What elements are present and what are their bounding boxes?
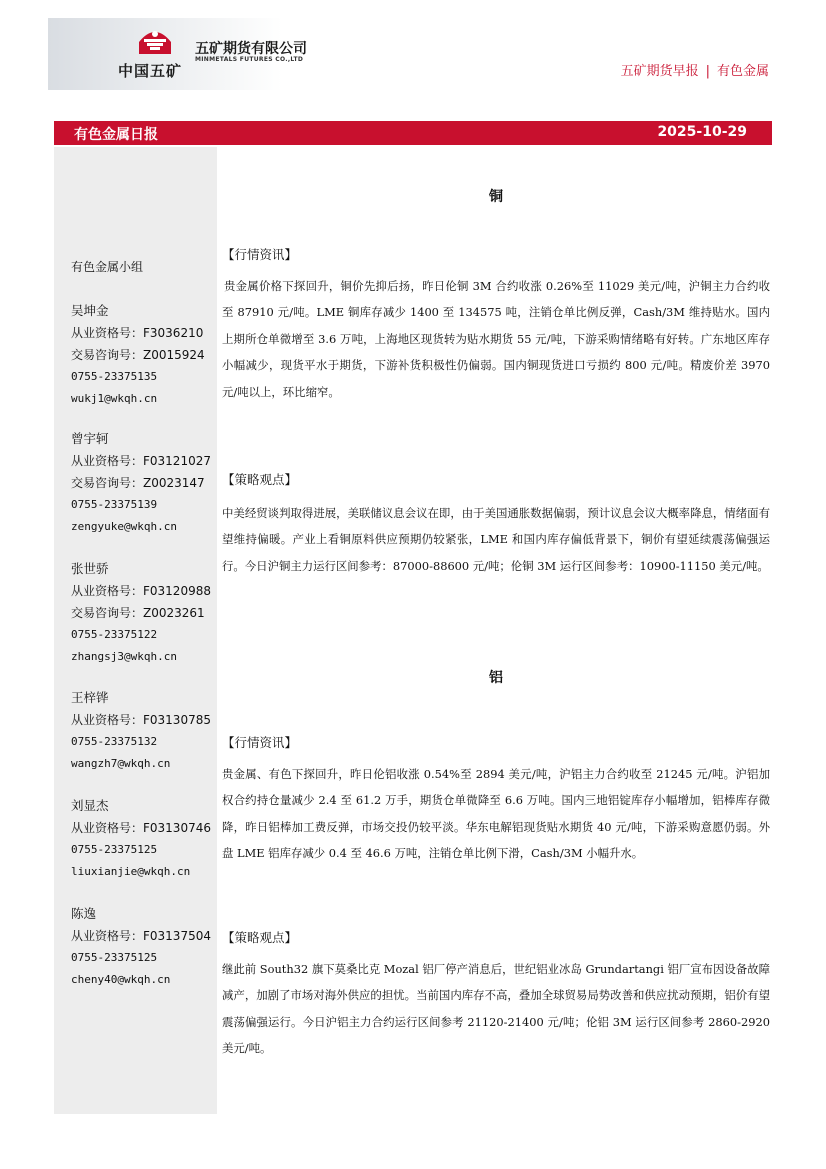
analyst-phone: 0755-23375125: [71, 951, 158, 964]
copper-view-text: 中美经贸谈判取得进展，美联储议息会议在即，由于美国通胀数据偏弱，预计议息会议大概率降息，情绪面有望维持偏暖。产业上看铜原料供应预期仍较紧张，LME 和国内库存偏低背景下，铜价有望延续震荡偏强运行。今日沪铜主力运行区间参考：87000-88600 元/吨；伦铜 3M 运行区间参考：10900-11150 美元/吨。: [222, 506, 770, 573]
analyst-license: 从业资格号：F03137504: [71, 929, 211, 943]
header-separator: |: [705, 64, 710, 79]
analyst-license: 从业资格号：F03121027: [71, 454, 211, 468]
report-series: 五矿期货早报: [620, 64, 699, 79]
analyst-consult-id: 交易咨询号：Z0023261: [71, 606, 205, 620]
section-title-aluminum: 铝: [489, 670, 503, 686]
analyst-email: liuxianjie@wkqh.cn: [71, 865, 191, 878]
analyst-name: 曾宇轲: [71, 431, 109, 446]
analyst-card: [71, 795, 211, 883]
analyst-email: cheny40@wkqh.cn: [71, 973, 171, 986]
analyst-email: wukj1@wkqh.cn: [71, 392, 158, 405]
copper-news-text: 贵金属价格下探回升，铜价先抑后扬，昨日伦铜 3M 合约收涨 0.26%至 11029 美元/吨，沪铜主力合约收至 87910 元/吨。LME 铜库存减少 1400 至 134575 吨，注销仓单比例反弹，Cash/3M 维持贴水。国内上期所仓单微增至 3.6 万吨，上海地区现货转为贴水期货 55 元/吨，下游采购情绪略有好转。广东地区库存小幅减少，现货平水于期货，下游补货积极性仍偏弱。国内铜现货进口亏损约 800 元/吨。精废价差 3970 元/吨以上，环比缩窄。: [222, 279, 770, 399]
report-category: 有色金属: [716, 64, 769, 79]
analyst-license: 从业资格号：F03130746: [71, 821, 211, 835]
analyst-email: wangzh7@wkqh.cn: [71, 757, 171, 770]
analyst-name: 张世骄: [71, 561, 109, 576]
analyst-phone: 0755-23375125: [71, 843, 158, 856]
analyst-email: zhangsj3@wkqh.cn: [71, 650, 177, 663]
aluminum-news-text: 贵金属、有色下探回升，昨日伦铝收涨 0.54%至 2894 美元/吨，沪铝主力合约收至 21245 元/吨。沪铝加权合约持仓量减少 2.4 至 61.2 万手，期货仓单微降至 6.6 万吨。国内三地铝锭库存小幅增加，铝棒库存微降，昨日铝棒加工费反弹，市场交投仍较平淡。华东电解铝现货贴水期货 40 元/吨，下游采购意愿仍弱。外盘 LME 铝库存减少 0.4 至 46.6 万吨，注销仓单比例下滑，Cash/3M 小幅升水。: [222, 767, 770, 861]
analyst-name: 刘显杰: [71, 798, 109, 813]
copper-view-heading: 【策略观点】: [222, 472, 298, 487]
company-name-en: MINMETALS FUTURES CO.,LTD: [195, 56, 304, 63]
report-category-header: [621, 60, 769, 79]
report-date: 2025-10-29: [657, 124, 747, 140]
analyst-card: [71, 903, 211, 991]
analyst-consult-id: 交易咨询号：Z0015924: [71, 348, 205, 362]
analyst-phone: 0755-23375139: [71, 498, 158, 511]
aluminum-news-heading: 【行情资讯】: [222, 735, 298, 750]
analyst-card: [71, 558, 211, 668]
analyst-name: 吴坤金: [71, 303, 109, 318]
analyst-consult-id: 交易咨询号：Z0023147: [71, 476, 205, 490]
analyst-name: 王梓铧: [71, 690, 109, 705]
copper-news-heading: 【行情资讯】: [222, 247, 298, 262]
report-title-bar: [54, 121, 772, 145]
minmetals-logo-icon: [135, 24, 175, 56]
logo-text: 中国五矿: [118, 62, 183, 80]
company-name-cn: 五矿期货有限公司: [195, 41, 307, 57]
analyst-card: [71, 428, 211, 538]
analyst-license: 从业资格号：F3036210: [71, 326, 204, 340]
analyst-email: zengyuke@wkqh.cn: [71, 520, 177, 533]
analyst-phone: 0755-23375135: [71, 370, 158, 383]
section-title-copper: 铜: [489, 189, 503, 205]
analyst-license: 从业资格号：F03120988: [71, 584, 211, 598]
report-title: 有色金属日报: [74, 127, 158, 143]
analyst-card: [71, 687, 211, 775]
analyst-group-title: 有色金属小组: [71, 260, 144, 274]
analyst-license: 从业资格号：F03130785: [71, 713, 211, 727]
analyst-name: 陈逸: [71, 906, 97, 921]
analyst-phone: 0755-23375122: [71, 628, 158, 641]
aluminum-view-text: 继此前 South32 旗下莫桑比克 Mozal 铝厂停产消息后，世纪铝业冰岛 Grundartangi 铝厂宣布因设备故障减产，加剧了市场对海外供应的担忧。当前国内库存不高，叠加全球贸易局势改善和供应扰动预期，铝价有望震荡偏强运行。今日沪铝主力合约运行区间参考 21120-21400 元/吨；伦铝 3M 运行区间参考 2860-2920 美元/吨。: [222, 962, 770, 1056]
aluminum-view-heading: 【策略观点】: [222, 930, 298, 945]
analyst-phone: 0755-23375132: [71, 735, 158, 748]
analyst-card: [71, 300, 205, 410]
